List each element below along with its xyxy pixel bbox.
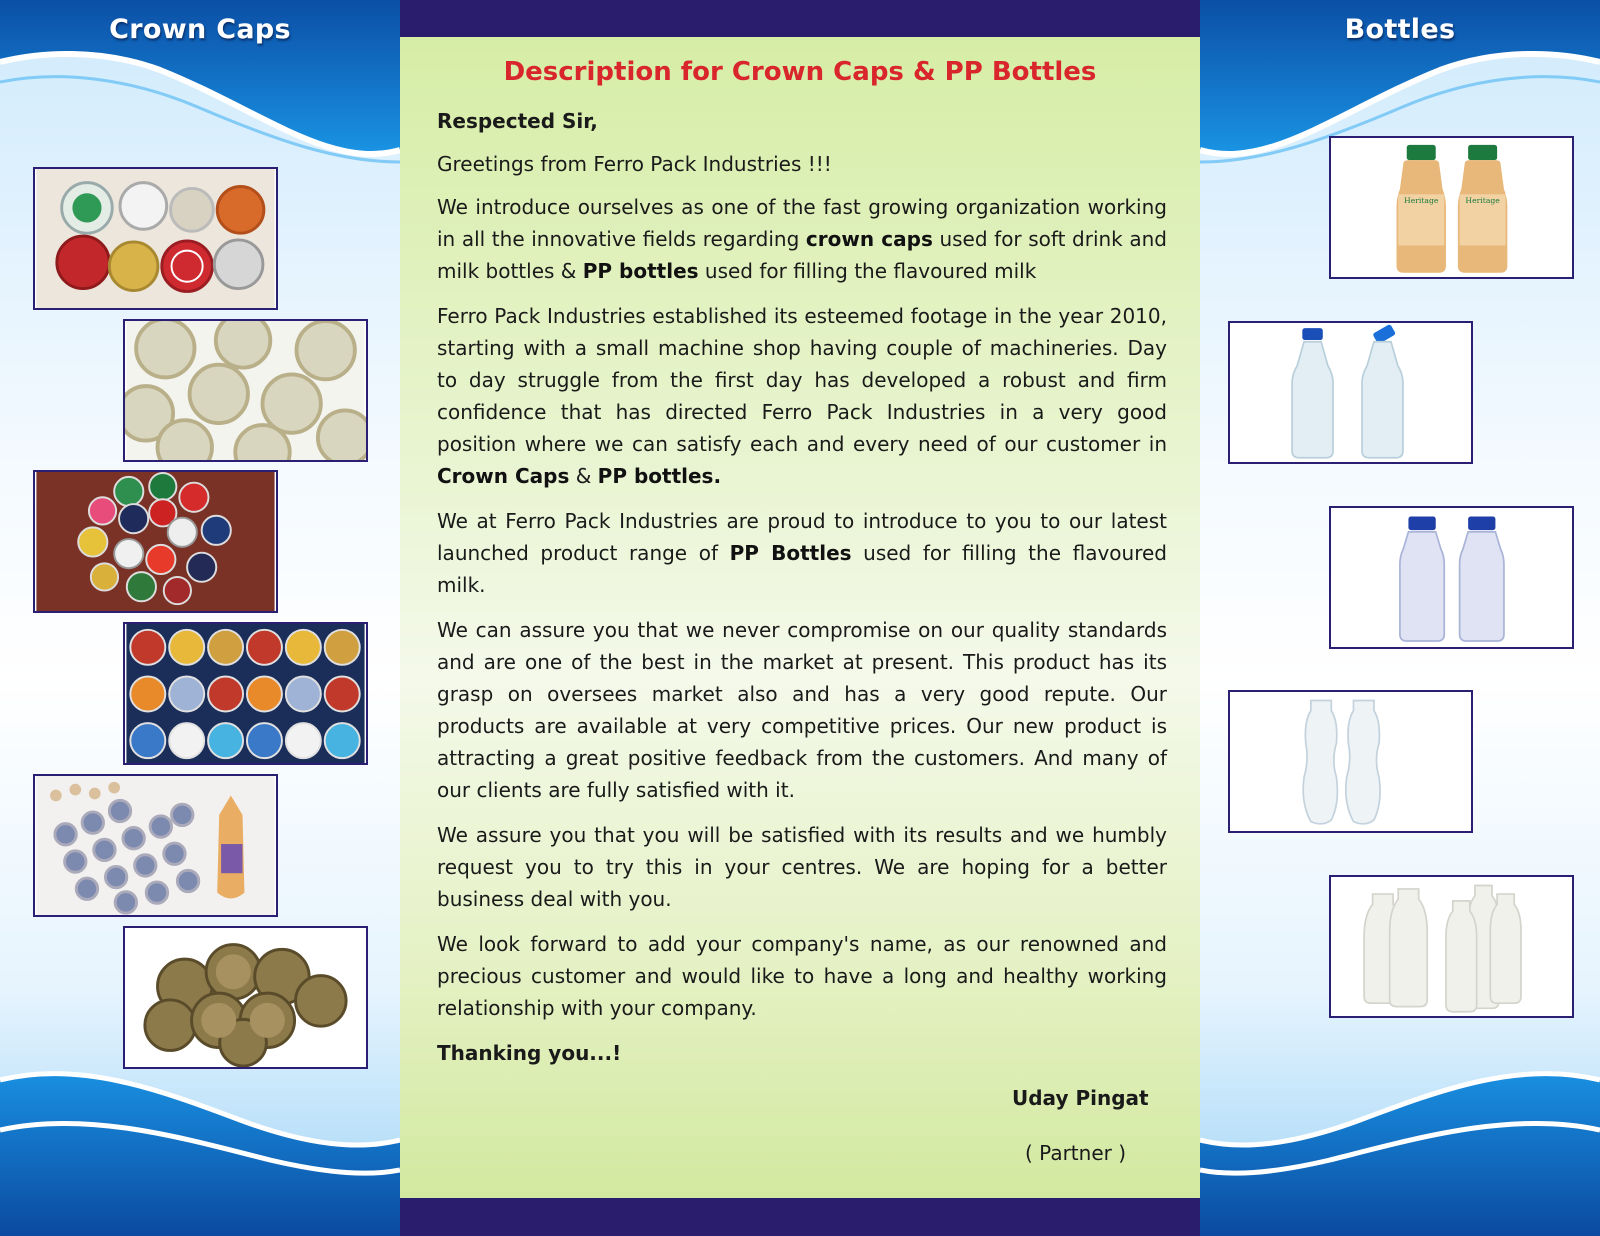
greeting: Greetings from Ferro Pack Industries !!!: [437, 152, 832, 176]
clear-bottles-dark-blue-caps-photo: [1329, 506, 1574, 649]
left-panel-title: Crown Caps: [109, 14, 291, 45]
clear-curved-bottles-photo: [1228, 690, 1473, 833]
right-panel-title: Bottles: [1344, 14, 1456, 45]
milk-bottles-heritage-photo: [1329, 136, 1574, 279]
center-panel: [400, 0, 1200, 1236]
paragraph-relationship: We look forward to add your company's name, as our renowned and precious customer and would like to have a long and healthy working relationship with your company.: [437, 932, 1167, 1020]
paragraph-request: We assure you that you will be satisfied with its results and we humbly request you to try this in your centres. We are hoping for a better business deal with you.: [437, 823, 1167, 911]
salutation: Respected Sir,: [437, 109, 598, 133]
crown-caps-assorted-photo: [33, 167, 278, 310]
paragraph-quality: We can assure you that we never compromise on our quality standards and are one of the best in the market at present. This product has its grasp on oversees market also and has a very good repute. Our products are available at very competitive prices. Our new product is attracting a great positive feedback from the customers. And many of our clients are fully satisfied with it.: [437, 618, 1167, 802]
closing: Thanking you...!: [437, 1041, 622, 1065]
right-panel: [1200, 0, 1600, 1236]
clear-bottles-blue-caps-photo: [1228, 321, 1473, 464]
paragraph-intro: We introduce ourselves as one of the fast growing organization working in all the innovative fields regarding crown caps used for soft drink and milk bottles & PP bottles used for filling the flavoured milk: [437, 195, 1167, 283]
crown-caps-colorful-photo: [33, 470, 278, 613]
crown-caps-beer-labels-photo: [123, 622, 368, 765]
letter-text: [437, 105, 1167, 1069]
paragraph-history: Ferro Pack Industries established its esteemed footage in the year 2010, starting with a small machine shop having couple of machineries. Day to day struggle from the first day has developed a robust and firm confidence that has directed Ferro Pack Industries in a very good position where we can satisfy each and every need of our customer in Crown Caps & PP bottles.: [437, 304, 1167, 488]
signature-role: ( Partner ): [1025, 1141, 1127, 1165]
crown-caps-blue-lined-photo: [33, 774, 278, 917]
crown-caps-silver-photo: [123, 319, 368, 462]
letter-body: [400, 37, 1200, 1198]
paragraph-product: We at Ferro Pack Industries are proud to introduce to you to our latest launched product range of PP Bottles used for filling the flavoured milk.: [437, 509, 1167, 597]
white-pp-bottles-photo: [1329, 875, 1574, 1018]
crown-caps-gold-photo: [123, 926, 368, 1069]
heritage-label-left: Heritage: [1404, 195, 1439, 205]
letter-title: Description for Crown Caps & PP Bottles: [503, 57, 1097, 87]
left-panel: [0, 0, 400, 1236]
heritage-label-right: Heritage: [1465, 195, 1500, 205]
signature-name: Uday Pingat: [1012, 1086, 1149, 1110]
